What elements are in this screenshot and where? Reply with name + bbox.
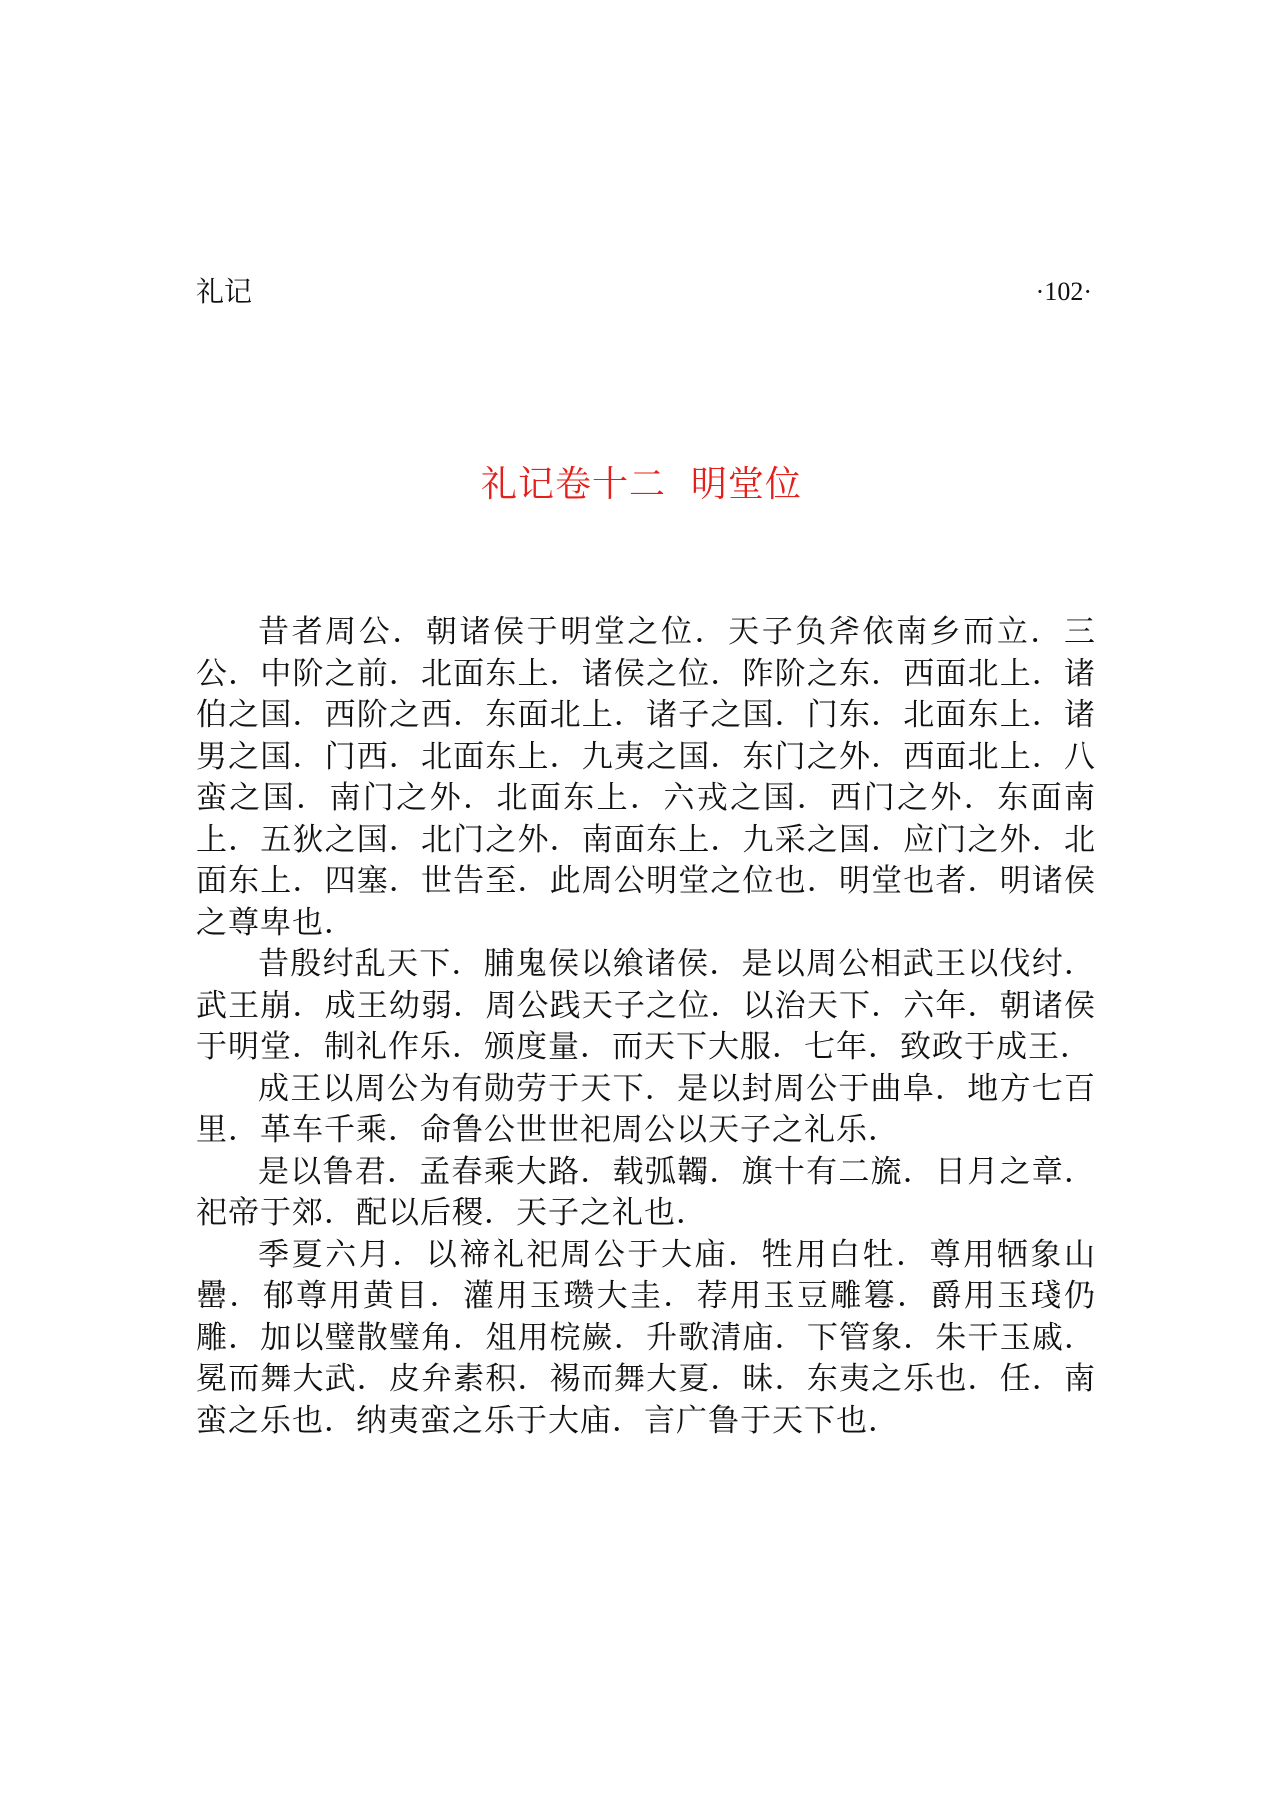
chapter-title: 礼记卷十二 明堂位: [481, 464, 802, 505]
page-number: ·102·: [1035, 277, 1092, 306]
body-text: [196, 612, 1096, 1442]
book-name: 礼记: [196, 275, 253, 308]
paragraph-zhou-regency: 昔殷纣乱天下．脯鬼侯以飨诸侯．是以周公相武王以伐纣．武王崩．成王幼弱．周公践天子之位．以治天下．六年．朝诸侯于明堂．制礼作乐．颁度量．而天下大服．七年．致政于成王．: [196, 946, 1096, 1065]
paragraph-mingtang-positions: 昔者周公．朝诸侯于明堂之位．天子负斧依南乡而立．三公．中阶之前．北面东上．诸侯之位．阼阶之东．西面北上．诸伯之国．西阶之西．东面北上．诸子之国．门东．北面东上．诸男之国．门西．北面东上．九夷之国．东门之外．西面北上．八蛮之国．南门之外．北面东上．六戎之国．西门之外．东面南上．五狄之国．北门之外．南面东上．九采之国．应门之外．北面东上．四塞．世告至．此周公明堂之位也．明堂也者．明诸侯之尊卑也．: [196, 614, 1096, 941]
paragraph-di-ritual-music: 季夏六月．以禘礼祀周公于大庙．牲用白牡．尊用牺象山罍．郁尊用黄目．灌用玉瓒大圭．荐用玉豆雕篹．爵用玉琖仍雕．加以璧散璧角．俎用梡嶡．升歌清庙．下管象．朱干玉戚．冕而舞大武．皮弁素积．裼而舞大夏．昧．东夷之乐也．任．南蛮之乐也．纳夷蛮之乐于大庙．言广鲁于天下也．: [196, 1236, 1096, 1439]
running-header: [196, 272, 1092, 312]
paragraph-enfeoffment-qufu: 成王以周公为有勋劳于天下．是以封周公于曲阜．地方七百里．革车千乘．命鲁公世世祀周公以天子之礼乐．: [196, 1070, 1096, 1148]
paragraph-lu-suburban-sacrifice: 是以鲁君．孟春乘大路．载弧韣．旗十有二旒．日月之章．祀帝于郊．配以后稷．天子之礼也．: [196, 1153, 1096, 1231]
